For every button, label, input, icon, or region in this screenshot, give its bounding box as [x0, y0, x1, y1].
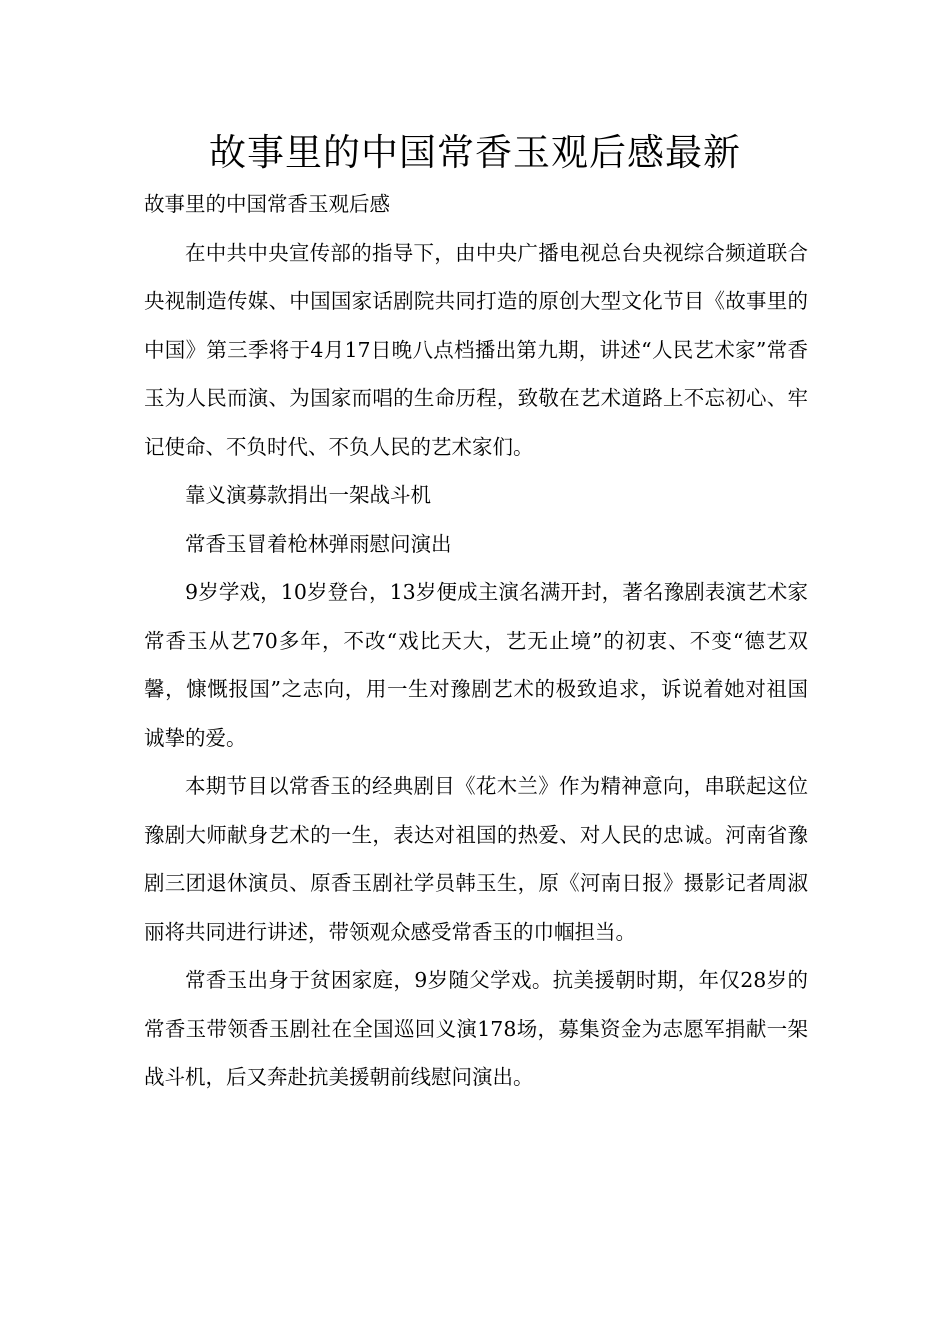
section-heading-frontline: 常香玉冒着枪林弹雨慰问演出: [185, 531, 452, 556]
paragraph-career: 9岁学戏，10岁登台，13岁便成主演名满开封，著名豫剧表演艺术家常香玉从艺70多年，不改“戏比天大，艺无止境”的初衷、不变“德艺双馨，慷慨报国”之志向，用一生对豫剧艺术的极致追求，诉说着她对祖国诚挚的爱。: [144, 580, 808, 750]
paragraph-program: 本期节目以常香玉的经典剧目《花木兰》作为精神意向，串联起这位豫剧大师献身艺术的一生，表达对祖国的热爱、对人民的忠诚。河南省豫剧三团退休演员、原香玉剧社学员韩玉生，原《河南日报》摄影记者周淑丽将共同进行讲述，带领观众感受常香玉的巾帼担当。: [144, 774, 808, 944]
paragraph-background: 常香玉出身于贫困家庭，9岁随父学戏。抗美援朝时期，年仅28岁的常香玉带领香玉剧社在全国巡回义演178场，募集资金为志愿军捐献一架战斗机，后又奔赴抗美援朝前线慰问演出。: [144, 968, 808, 1089]
paragraph-intro: 在中共中央宣传部的指导下，由中央广播电视总台央视综合频道联合央视制造传媒、中国国家话剧院共同打造的原创大型文化节目《故事里的中国》第三季将于4月17日晚八点档播出第九期，讲述“人民艺术家”常香玉为人民而演、为国家而唱的生命历程，致敬在艺术道路上不忘初心、牢记使命、不负时代、不负人民的艺术家们。: [144, 240, 808, 459]
document-title: 故事里的中国常香玉观后感最新: [209, 131, 741, 174]
document-body: [144, 180, 808, 1102]
section-heading-fundraising: 靠义演募款捐出一架战斗机: [185, 483, 431, 507]
document-subtitle: 故事里的中国常香玉观后感: [144, 192, 390, 216]
